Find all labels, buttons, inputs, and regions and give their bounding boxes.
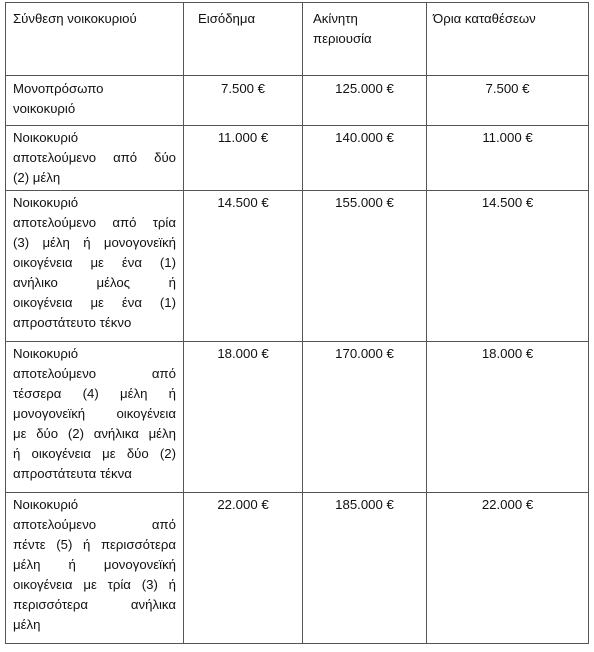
category-line: Νοικοκυριό: [13, 497, 79, 512]
table-row: [6, 76, 589, 126]
header-composition: Σύνθεση νοικοκυριού: [6, 3, 184, 76]
category-line: αποτελούμενο από δύο: [13, 150, 176, 165]
category-line: τέσσερα (4) μέλη ή: [13, 386, 176, 401]
category-line: οικογένεια με ένα (1): [13, 255, 176, 270]
category-line: απροστάτευτο τέκνο: [13, 315, 132, 330]
deposits-cell: 14.500 €: [427, 191, 589, 342]
category-line: (3) μέλη ή μονογονεϊκή: [13, 235, 176, 250]
header-income: Εισόδημα: [184, 3, 303, 76]
header-property-line: περιουσία: [313, 31, 372, 46]
category-line: αποτελούμενο από: [13, 366, 176, 381]
deposits-cell: 18.000 €: [427, 342, 589, 493]
table-row: [6, 126, 589, 191]
deposits-cell: 22.000 €: [427, 493, 589, 644]
income-cell: 11.000 €: [184, 126, 303, 191]
category-line: ή οικογένεια με δύο (2): [13, 446, 176, 461]
deposits-cell: 11.000 €: [427, 126, 589, 191]
category-line: (2) μέλη: [13, 170, 61, 185]
property-cell: 125.000 €: [303, 76, 427, 126]
header-deposits: Όρια καταθέσεων: [427, 3, 589, 76]
category-line: πέντε (5) ή περισσότερα: [13, 537, 176, 552]
category-cell: [6, 126, 184, 191]
income-cell: 22.000 €: [184, 493, 303, 644]
table-row: [6, 493, 589, 644]
category-cell: [6, 76, 184, 126]
property-cell: 140.000 €: [303, 126, 427, 191]
category-line: ανήλικο μέλος ή: [13, 275, 176, 290]
category-cell: [6, 493, 184, 644]
category-line: μέλη ή μονογονεϊκή: [13, 557, 176, 572]
table-row: [6, 191, 589, 342]
property-cell: 170.000 €: [303, 342, 427, 493]
category-line: νοικοκυριό: [13, 101, 76, 116]
household-criteria-table: [5, 2, 589, 644]
income-cell: 7.500 €: [184, 76, 303, 126]
property-cell: 155.000 €: [303, 191, 427, 342]
property-cell: 185.000 €: [303, 493, 427, 644]
table-header-row: [6, 3, 589, 76]
income-cell: 14.500 €: [184, 191, 303, 342]
category-line: απροστάτευτα τέκνα: [13, 466, 132, 481]
category-line: Νοικοκυριό: [13, 195, 79, 210]
deposits-cell: 7.500 €: [427, 76, 589, 126]
category-line: μονογονεϊκή οικογένεια: [13, 406, 176, 421]
category-line: αποτελούμενο από τρία: [13, 215, 176, 230]
category-line: Νοικοκυριό: [13, 346, 79, 361]
category-line: Μονοπρόσωπο: [13, 81, 104, 96]
category-line: αποτελούμενο από: [13, 517, 176, 532]
category-line: οικογένεια με τρία (3) ή: [13, 577, 176, 592]
category-cell: [6, 342, 184, 493]
category-cell: [6, 191, 184, 342]
category-line: μέλη: [13, 617, 41, 632]
category-line: περισσότερα ανήλικα: [13, 597, 176, 612]
table-row: [6, 342, 589, 493]
category-line: οικογένεια με ένα (1): [13, 295, 176, 310]
income-cell: 18.000 €: [184, 342, 303, 493]
header-property: [303, 3, 427, 76]
category-line: με δύο (2) ανήλικα μέλη: [13, 426, 176, 441]
header-property-line: Ακίνητη: [313, 11, 358, 26]
category-line: Νοικοκυριό: [13, 130, 79, 145]
